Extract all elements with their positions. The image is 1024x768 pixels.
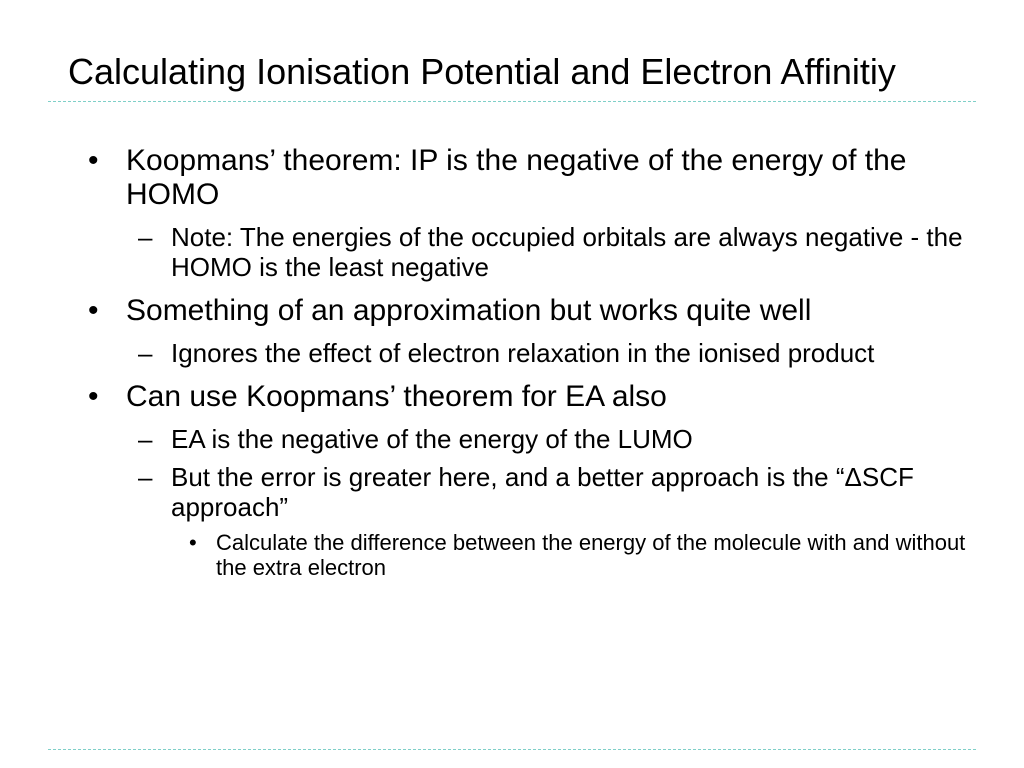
sub-bullet-text: Note: The energies of the occupied orbitals are always negative - the HOMO is the least negative [171, 222, 963, 282]
bullet-text: Koopmans’ theorem: IP is the negative of the energy of the HOMO [126, 144, 907, 211]
sub-bullet-electron-relaxation [88, 338, 968, 368]
bullet-marker: • [88, 294, 99, 327]
sub-bullet-ea-lumo [88, 424, 968, 454]
bullet-marker: • [88, 144, 99, 177]
sub-sub-bullet-energy-difference [88, 530, 968, 580]
sub-sub-bullet-text: Calculate the difference between the energy of the molecule with and without the extra electron [216, 530, 966, 580]
dash-marker: – [138, 462, 153, 492]
dash-marker: – [138, 222, 153, 252]
bullet-koopmans-theorem [88, 144, 968, 212]
sub-bullet-text: But the error is greater here, and a better approach is the “ΔSCF approach” [171, 462, 914, 522]
sub-bullet-text: Ignores the effect of electron relaxation in the ionised product [171, 338, 875, 368]
slide-title: Calculating Ionisation Potential and Electron Affinitiy [68, 51, 896, 92]
sub-bullet-delta-scf [88, 462, 968, 522]
footer-divider [48, 749, 976, 750]
dash-marker: – [138, 424, 153, 454]
sub-bullet-text: EA is the negative of the energy of the LUMO [171, 424, 693, 454]
title-divider [48, 101, 976, 102]
slide-content [88, 144, 968, 586]
bullet-text: Something of an approximation but works quite well [126, 294, 812, 327]
sub-bullet-occupied-orbitals-note [88, 222, 968, 282]
bullet-text: Can use Koopmans’ theorem for EA also [126, 380, 667, 413]
bullet-koopmans-ea [88, 380, 968, 414]
bullet-approximation [88, 294, 968, 328]
dash-marker: – [138, 338, 153, 368]
bullet-marker: • [189, 530, 197, 555]
bullet-marker: • [88, 380, 99, 413]
